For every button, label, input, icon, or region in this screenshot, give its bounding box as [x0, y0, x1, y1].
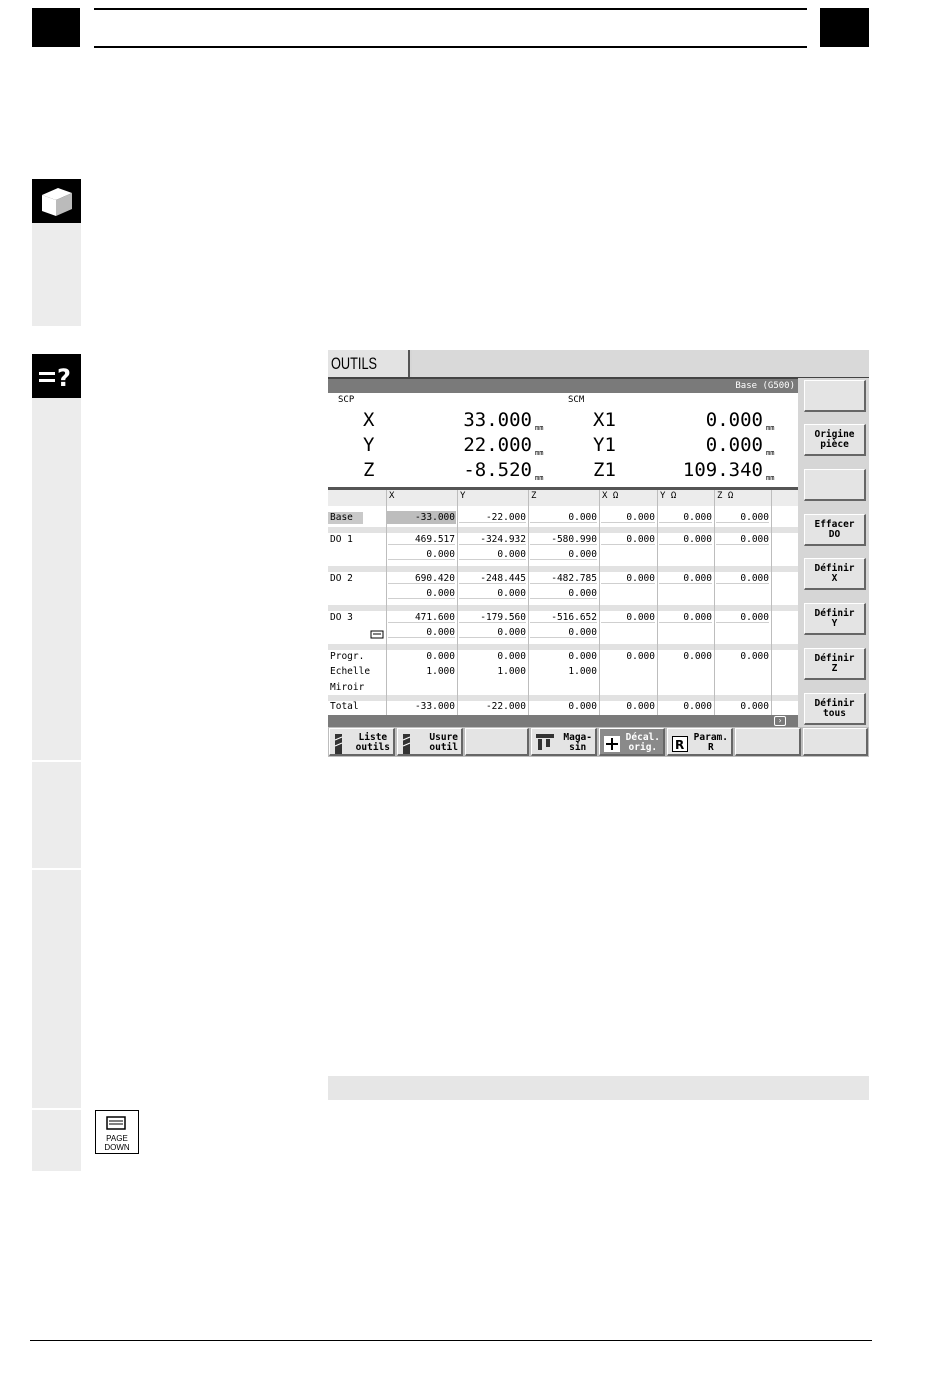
machine-axis-unit: mm	[766, 474, 775, 482]
offset-cell[interactable]: 0.000	[601, 534, 655, 545]
strip-separator	[32, 1108, 81, 1110]
axis-value: -8.520	[463, 459, 532, 481]
vertical-softkey-1[interactable]	[804, 380, 866, 412]
offset-cell: 0.000	[426, 651, 455, 662]
tool-icon	[402, 734, 412, 754]
offset-cell[interactable]: 0.000	[601, 512, 655, 523]
column-header: Y	[460, 491, 466, 501]
row-label-do3: DO 3	[330, 612, 353, 623]
machine-block-icon	[32, 179, 81, 223]
offset-cell[interactable]: 469.517	[388, 534, 455, 545]
offset-cell: 0.000	[740, 701, 769, 712]
svg-text:?: ?	[57, 364, 71, 392]
offset-cell: 0.000	[740, 651, 769, 662]
horizontal-softkey-bar	[328, 727, 869, 757]
offset-cell[interactable]: -33.000	[414, 512, 455, 523]
machine-axis-label: Y1	[593, 434, 616, 456]
row-label-echelle: Echelle	[330, 666, 371, 677]
offset-cell[interactable]: 471.600	[388, 612, 455, 623]
tool-list-button[interactable]: Liste outils	[329, 728, 395, 756]
axis-label: Z	[363, 459, 375, 481]
offset-cell[interactable]: -580.990	[530, 534, 597, 545]
axis-unit: mm	[535, 424, 544, 432]
define-z-button[interactable]: Définir Z	[804, 648, 866, 680]
row-label-do1: DO 1	[330, 534, 353, 545]
column-divider	[657, 490, 658, 715]
origin-piece-button[interactable]: Origine pièce	[804, 424, 866, 456]
svg-text:R: R	[675, 738, 685, 752]
title-bar	[412, 350, 869, 378]
origin-offset-icon	[604, 736, 620, 752]
vertical-softkey-3[interactable]	[804, 469, 866, 501]
horizontal-softkey-3[interactable]	[465, 728, 529, 756]
machine-axis-label: X1	[593, 409, 616, 431]
r-parameters-button[interactable]: R Param. R	[667, 728, 733, 756]
note-bar	[328, 1076, 869, 1100]
offset-cell[interactable]: 0.000	[659, 512, 712, 523]
offset-cell[interactable]: 0.000	[530, 588, 597, 599]
offset-cell: 0.000	[626, 651, 655, 662]
offset-cell[interactable]: 0.000	[459, 627, 526, 638]
vertical-softkey-bar	[798, 378, 869, 727]
axis-value: 33.000	[463, 409, 532, 431]
offset-cell[interactable]: 0.000	[659, 534, 712, 545]
offset-cell[interactable]: 0.000	[601, 573, 655, 584]
header-top-rule	[94, 8, 807, 10]
offset-cell[interactable]: 0.000	[716, 612, 769, 623]
offset-cell[interactable]: -179.560	[459, 612, 526, 623]
strip-separator	[32, 760, 81, 762]
offset-cell[interactable]: -324.932	[459, 534, 526, 545]
row-label-miroir: Miroir	[330, 682, 365, 693]
left-margin-strip	[32, 354, 81, 1171]
offset-cell[interactable]: -22.000	[459, 512, 526, 523]
offset-cell: 1.000	[568, 666, 597, 677]
tool-wear-button[interactable]: Usure outil	[397, 728, 463, 756]
offset-cell[interactable]: 0.000	[659, 573, 712, 584]
offset-cell: 0.000	[683, 651, 712, 662]
machine-axis-value: 0.000	[705, 434, 763, 456]
horizontal-softkey-8[interactable]	[803, 728, 868, 756]
machine-axis-value: 0.000	[705, 409, 763, 431]
offset-cell[interactable]: 0.000	[459, 588, 526, 599]
row-label-base: Base	[330, 512, 353, 523]
offset-cell: -33.000	[414, 701, 455, 712]
offset-cell: -22.000	[485, 701, 526, 712]
machine-axis-value: 109.340	[682, 459, 763, 481]
offset-cell[interactable]: 0.000	[459, 549, 526, 560]
horizontal-softkey-7[interactable]	[735, 728, 801, 756]
offset-cell[interactable]: 0.000	[388, 549, 455, 560]
column-header: Y Ω	[660, 491, 677, 501]
page-down-key-label: PAGE DOWN	[104, 1134, 130, 1152]
header-bottom-rule	[94, 46, 807, 48]
offset-cell: 0.000	[626, 701, 655, 712]
column-divider	[599, 490, 600, 715]
column-header: Z	[531, 491, 537, 501]
column-header: X Ω	[602, 491, 619, 501]
offset-cell[interactable]: 0.000	[530, 549, 597, 560]
machine-axis-unit: mm	[766, 424, 775, 432]
column-header: X	[389, 491, 395, 501]
offset-table	[328, 490, 798, 715]
offset-cell[interactable]: -516.652	[530, 612, 597, 623]
help-icon	[32, 354, 81, 398]
column-divider	[457, 490, 458, 715]
offset-cell: 1.000	[426, 666, 455, 677]
offset-cell: 0.000	[568, 651, 597, 662]
offset-cell[interactable]: 0.000	[388, 627, 455, 638]
row-label-progr: Progr.	[330, 651, 365, 662]
axis-unit: mm	[535, 474, 544, 482]
offset-cell[interactable]: 0.000	[716, 512, 769, 523]
offset-cell[interactable]: 690.420	[388, 573, 455, 584]
machine-axis-label: Z1	[593, 459, 616, 481]
row-separator	[328, 527, 798, 533]
scroll-strip	[328, 715, 798, 727]
magazine-icon	[536, 734, 554, 752]
offset-cell: 0.000	[497, 651, 526, 662]
define-x-button[interactable]: Définir X	[804, 558, 866, 590]
scroll-right-icon[interactable]: ›	[774, 716, 786, 726]
r-param-icon	[672, 736, 688, 752]
machine-axis-unit: mm	[766, 449, 775, 457]
offset-cell[interactable]: 0.000	[530, 627, 597, 638]
screen-title: OUTILS	[328, 350, 410, 378]
clear-do-button[interactable]: Effacer DO	[804, 514, 866, 546]
offset-cell[interactable]: 0.000	[530, 512, 597, 523]
offset-cell: 0.000	[568, 701, 597, 712]
row-separator	[328, 566, 798, 572]
column-divider	[528, 490, 529, 715]
footer-rule	[30, 1340, 872, 1341]
page-down-key-icon	[95, 1110, 139, 1154]
note-icon	[370, 630, 384, 640]
column-header: Z Ω	[717, 491, 734, 501]
magazine-button[interactable]: Maga- sin	[531, 728, 597, 756]
origin-offset-button[interactable]: Décal. orig.	[599, 728, 665, 756]
define-y-button[interactable]: Définir Y	[804, 603, 866, 635]
column-divider	[714, 490, 715, 715]
offset-cell[interactable]: 0.000	[659, 612, 712, 623]
header-left-block	[32, 8, 80, 47]
axis-label: Y	[363, 434, 375, 456]
axis-label: X	[363, 409, 375, 431]
offset-cell: 0.000	[683, 701, 712, 712]
row-separator	[328, 644, 798, 650]
header-right-block	[820, 8, 869, 47]
column-divider	[771, 490, 772, 715]
row-label-total: Total	[330, 701, 359, 712]
offset-cell[interactable]: 0.000	[716, 534, 769, 545]
cnc-screen	[328, 350, 869, 757]
axis-unit: mm	[535, 449, 544, 457]
offset-cell[interactable]: 0.000	[601, 612, 655, 623]
offset-cell[interactable]: -482.785	[530, 573, 597, 584]
offset-cell[interactable]: 0.000	[716, 573, 769, 584]
row-label-do2: DO 2	[330, 573, 353, 584]
offset-cell[interactable]: 0.000	[388, 588, 455, 599]
scm-label: SCM	[568, 395, 585, 405]
offset-cell[interactable]: -248.445	[459, 573, 526, 584]
scp-label: SCP	[338, 395, 355, 405]
tool-icon	[334, 734, 344, 754]
row-separator	[328, 605, 798, 611]
define-all-button[interactable]: Définir tous	[804, 693, 866, 725]
position-panel	[328, 393, 798, 487]
axis-value: 22.000	[463, 434, 532, 456]
offset-cell: 1.000	[497, 666, 526, 677]
status-bar: Base (G500)	[328, 379, 798, 393]
strip-separator	[32, 868, 81, 870]
